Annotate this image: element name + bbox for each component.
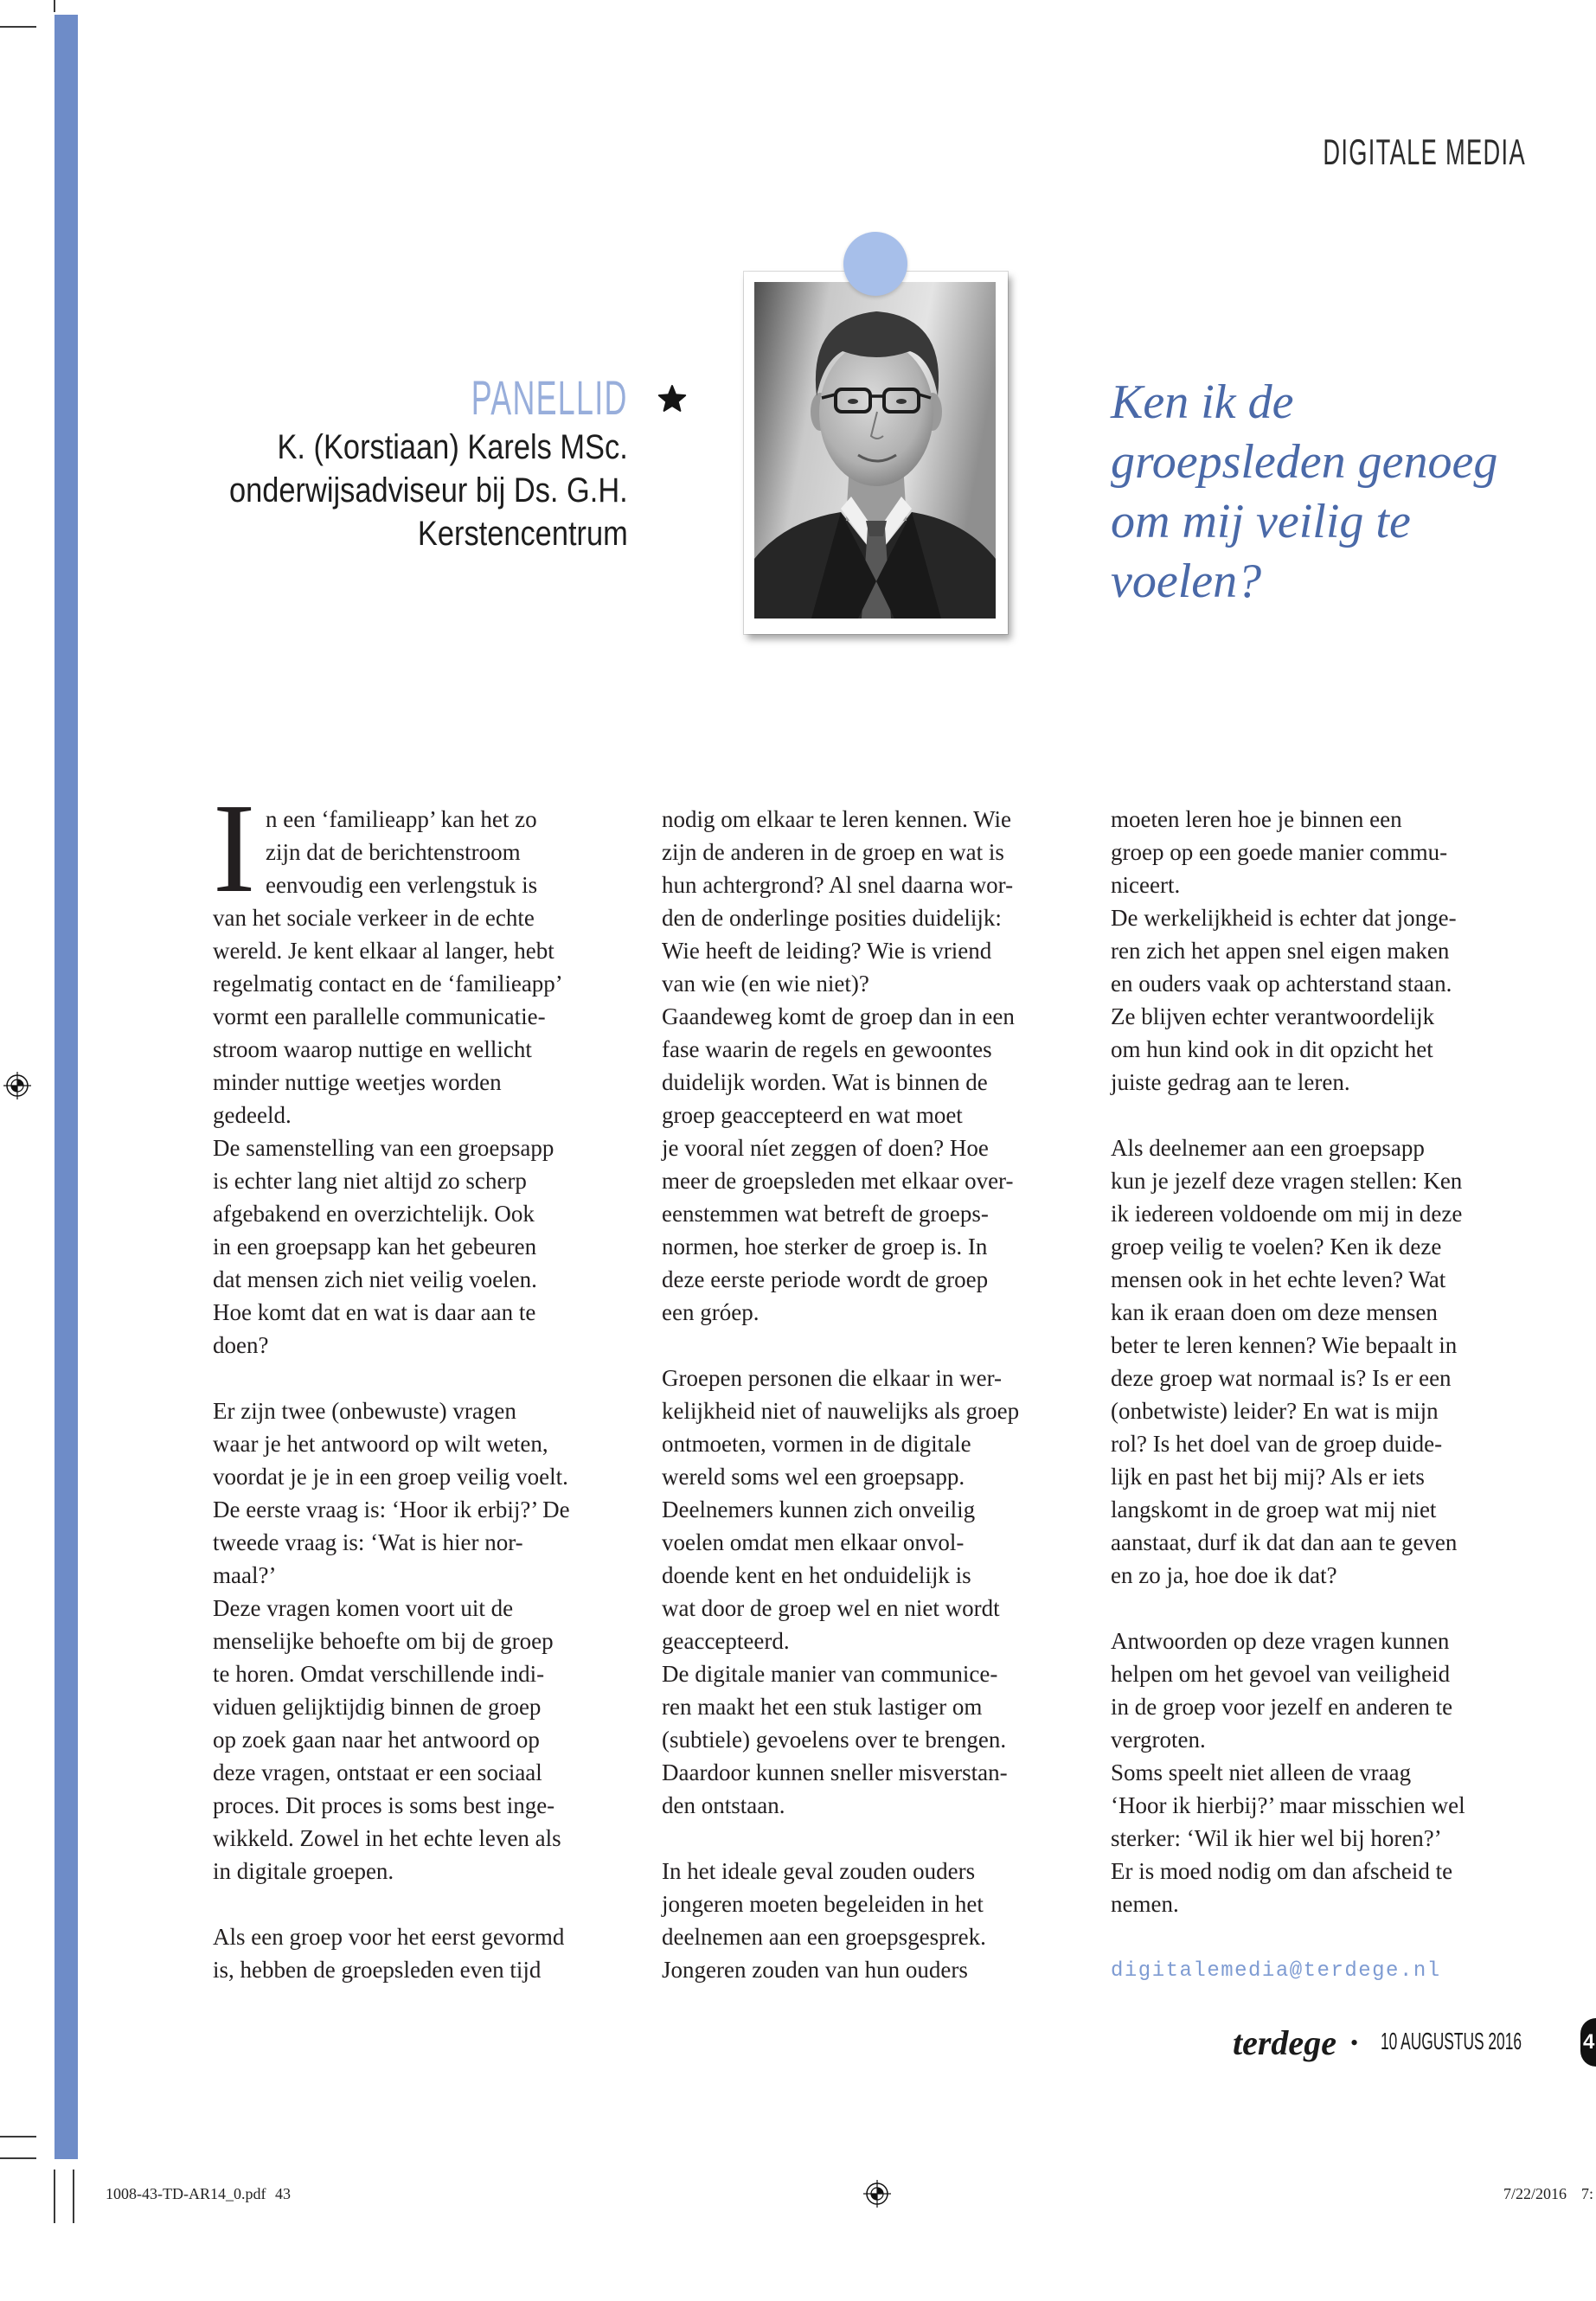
- text-line: kan ik eraan doen om deze mensen: [1111, 1299, 1438, 1325]
- text-line: afgebakend en overzichtelijk. Ook: [213, 1201, 535, 1227]
- magazine-brand: terdege: [1233, 2023, 1336, 2062]
- text-line: menselijke behoefte om bij de groep: [213, 1628, 554, 1654]
- section-label: DIGITALE MEDIA: [1323, 131, 1526, 172]
- text-line: langskomt in de groep wat mij niet: [1111, 1497, 1437, 1522]
- text-line: Wie heeft de leiding? Wie is vriend: [662, 938, 992, 964]
- text-line: lijk en past het bij mij? Als er iets: [1111, 1464, 1425, 1490]
- text-line: wikkeld. Zowel in het echte leven als: [213, 1825, 561, 1851]
- text-line: groep op een goede manier commu-: [1111, 839, 1448, 865]
- text-line: beter te leren kennen? Wie bepaalt in: [1111, 1332, 1458, 1358]
- paragraph-block: [662, 1362, 1077, 1822]
- text-line: Groepen personen die elkaar in wer-: [662, 1365, 1003, 1391]
- text-line: hun achtergrond? Al snel daarna wor-: [662, 872, 1014, 898]
- text-line: aanstaat, durf ik dat dan aan te geven: [1111, 1529, 1458, 1555]
- text-line: ren zich het appen snel eigen maken: [1111, 938, 1450, 964]
- text-line: nodig om elkaar te leren kennen. Wie: [662, 806, 1012, 832]
- text-line: in de groep voor jezelf en anderen te: [1111, 1694, 1453, 1720]
- text-line: een gróep.: [662, 1299, 760, 1325]
- question-line: voelen?: [1111, 554, 1262, 608]
- paragraph-block: [213, 1920, 628, 1986]
- text-line: Als een groep voor het eerst gevormd: [213, 1924, 565, 1950]
- text-line: voelen omdat men elkaar onvol-: [662, 1529, 965, 1555]
- text-line: stroom waarop nuttige en wellicht: [213, 1036, 532, 1062]
- paragraph-block: [213, 803, 628, 1362]
- crop-mark-bottom-vertical: [54, 2170, 55, 2223]
- question-line: Ken ik de: [1111, 375, 1294, 429]
- text-line: De werkelijkheid is echter dat jonge-: [1111, 905, 1457, 931]
- text-line: kelijkheid niet of nauwelijks als groep: [662, 1398, 1020, 1424]
- slug-time: 7:: [1581, 2185, 1594, 2202]
- crop-mark-bottom-horizontal: [0, 2157, 36, 2159]
- text-line: proces. Dit proces is soms best inge-: [213, 1792, 555, 1818]
- text-line: Jongeren zouden van hun ouders: [662, 1957, 968, 1983]
- text-line: Deze vragen komen voort uit de: [213, 1595, 514, 1621]
- text-line: kun je jezelf deze vragen stellen: Ken: [1111, 1168, 1463, 1194]
- text-line: Er zijn twee (onbewuste) vragen: [213, 1398, 516, 1424]
- slug-file: [106, 2184, 291, 2203]
- panel-member-role: Kerstencentrum: [418, 515, 628, 553]
- crop-mark-top-vertical: [54, 0, 55, 12]
- text-line: den de onderlinge posities duidelijk:: [662, 905, 1002, 931]
- text-line: De samenstelling van een groepsapp: [213, 1135, 554, 1161]
- paragraph-block: [1111, 1131, 1526, 1592]
- text-line: Antwoorden op deze vragen kunnen: [1111, 1628, 1450, 1654]
- text-line: Ze blijven echter verantwoordelijk: [1111, 1003, 1435, 1029]
- drop-cap: I: [213, 778, 256, 920]
- text-line: De eerste vraag is: ‘Hoor ik erbij?’ De: [213, 1497, 570, 1522]
- text-line: (onbetwiste) leider? En wat is mijn: [1111, 1398, 1439, 1424]
- text-line: in digitale groepen.: [213, 1858, 394, 1884]
- text-line: viduen gelijktijdig binnen de groep: [213, 1694, 542, 1720]
- text-line: jongeren moeten begeleiden in het: [662, 1891, 984, 1917]
- text-line: zijn dat de berichtenstroom: [266, 839, 521, 865]
- text-line: juiste gedrag aan te leren.: [1111, 1069, 1350, 1095]
- text-line: eenstemmen wat betreft de groeps-: [662, 1201, 989, 1227]
- text-line: De digitale manier van communice-: [662, 1661, 998, 1687]
- contact-email: digitalemedia@terdege.nl: [1111, 1959, 1441, 1983]
- text-line: deze eerste periode wordt de groep: [662, 1266, 989, 1292]
- text-line: Gaandeweg komt de groep dan in een: [662, 1003, 1015, 1029]
- author-photo: [754, 282, 996, 619]
- panel-member-name: K. (Korstiaan) Karels MSc.: [277, 428, 628, 466]
- page-number: 4: [1580, 2018, 1596, 2067]
- text-line: van het sociale verkeer in de echte: [213, 905, 535, 931]
- text-line: minder nuttige weetjes worden: [213, 1069, 502, 1095]
- text-line: Er is moed nodig om dan afscheid te: [1111, 1858, 1453, 1884]
- slug-filename: 1008-43-TD-AR14_0.pdf: [106, 2185, 266, 2202]
- text-line: van wie (en wie niet)?: [662, 971, 869, 997]
- question-line: om mij veilig te: [1111, 495, 1411, 548]
- panel-member-info: [229, 426, 628, 555]
- text-line: maal?’: [213, 1562, 277, 1588]
- text-line: vergroten.: [1111, 1727, 1206, 1753]
- text-line: wat door de groep wel en niet wordt: [662, 1595, 1000, 1621]
- article-column-2: [662, 803, 1077, 1986]
- pin-icon: [843, 232, 907, 296]
- photo-frame: [744, 272, 1008, 634]
- text-line: rol? Is het doel van de groep duide-: [1111, 1431, 1443, 1457]
- panel-label: PANELLID: [471, 370, 628, 425]
- text-line: regelmatig contact en de ‘familieapp’: [213, 971, 563, 997]
- text-line: voordat je je in een groep veilig voelt.: [213, 1464, 568, 1490]
- text-line: vormt een parallelle communicatie-: [213, 1003, 546, 1029]
- text-line: geaccepteerd.: [662, 1628, 790, 1654]
- text-line: ren maakt het een stuk lastiger om: [662, 1694, 983, 1720]
- photo-eye: [848, 399, 858, 404]
- text-line: gedeeld.: [213, 1102, 292, 1128]
- text-line: in een groepsapp kan het gebeuren: [213, 1234, 537, 1259]
- text-line: eenvoudig een verlengstuk is: [266, 872, 538, 898]
- paragraph-block: [1111, 803, 1526, 1099]
- article-column-3: [1111, 803, 1526, 1920]
- text-line: wereld. Je kent elkaar al langer, hebt: [213, 938, 554, 964]
- crop-mark-top-horizontal: [0, 26, 36, 28]
- text-line: In het ideale geval zouden ouders: [662, 1858, 976, 1884]
- text-line: niceert.: [1111, 872, 1181, 898]
- text-line: groep veilig te voelen? Ken ik deze: [1111, 1234, 1442, 1259]
- star-icon: [657, 384, 688, 415]
- paragraph-block: [662, 803, 1077, 1329]
- text-line: Soms speelt niet alleen de vraag: [1111, 1759, 1412, 1785]
- text-line: Hoe komt dat en wat is daar aan te: [213, 1299, 536, 1325]
- text-line: ik iedereen voldoende om mij in deze: [1111, 1201, 1463, 1227]
- text-line: om hun kind ook in dit opzicht het: [1111, 1036, 1433, 1062]
- accent-bar: [54, 15, 78, 2159]
- article-column-1: [213, 778, 628, 1986]
- slug-date: 7/22/2016: [1503, 2185, 1567, 2202]
- text-line: deelnemen aan een groepsgesprek.: [662, 1924, 986, 1950]
- text-line: n een ‘familieapp’ kan het zo: [266, 806, 537, 832]
- registration-mark-icon: [863, 2180, 891, 2208]
- text-line: Deelnemers kunnen zich onveilig: [662, 1497, 976, 1522]
- slug-page: 43: [274, 2185, 291, 2202]
- text-line: en ouders vaak op achterstand staan.: [1111, 971, 1452, 997]
- text-line: duidelijk worden. Wat is binnen de: [662, 1069, 988, 1095]
- text-line: nemen.: [1111, 1891, 1179, 1917]
- paragraph-block: [213, 1394, 628, 1888]
- text-line: is echter lang niet altijd zo scherp: [213, 1168, 527, 1194]
- text-line: groep geaccepteerd en wat moet: [662, 1102, 963, 1128]
- text-line: meer de groepsleden met elkaar over-: [662, 1168, 1014, 1194]
- text-line: en zo ja, hoe doe ik dat?: [1111, 1562, 1337, 1588]
- question-headline: [1111, 373, 1497, 612]
- text-line: mensen ook in het echte leven? Wat: [1111, 1266, 1446, 1292]
- text-line: ‘Hoor ik hierbij?’ maar misschien wel: [1111, 1792, 1465, 1818]
- question-line: groepsleden genoeg: [1111, 435, 1498, 489]
- text-line: Daardoor kunnen sneller misverstan-: [662, 1759, 1008, 1785]
- text-line: helpen om het gevoel van veiligheid: [1111, 1661, 1451, 1687]
- registration-mark-icon: [3, 1072, 31, 1099]
- text-line: zijn de anderen in de groep en wat is: [662, 839, 1004, 865]
- text-line: moeten leren hoe je binnen een: [1111, 806, 1402, 832]
- text-line: (subtiele) gevoelens over te brengen.: [662, 1727, 1007, 1753]
- paragraph-block: [1111, 1625, 1526, 1920]
- text-line: doende kent en het onduidelijk is: [662, 1562, 971, 1588]
- crop-mark-bottom-vertical: [73, 2170, 74, 2223]
- text-line: dat mensen zich niet veilig voelen.: [213, 1266, 537, 1292]
- panel-member-role: onderwijsadviseur bij Ds. G.H.: [229, 471, 628, 510]
- text-line: Als deelnemer aan een groepsapp: [1111, 1135, 1425, 1161]
- text-line: deze groep wat normaal is? Is er een: [1111, 1365, 1452, 1391]
- text-line: sterker: ‘Wil ik hier wel bij horen?’: [1111, 1825, 1442, 1851]
- text-line: den ontstaan.: [662, 1792, 785, 1818]
- text-line: waar je het antwoord op wilt weten,: [213, 1431, 548, 1457]
- issue-date: 10 AUGUSTUS 2016: [1380, 2028, 1522, 2054]
- text-line: ontmoeten, vormen in de digitale: [662, 1431, 971, 1457]
- text-line: is, hebben de groepsleden even tijd: [213, 1957, 542, 1983]
- text-line: normen, hoe sterker de groep is. In: [662, 1234, 988, 1259]
- text-line: tweede vraag is: ‘Wat is hier nor-: [213, 1529, 523, 1555]
- photo-tie-knot: [866, 521, 887, 536]
- crop-mark-bottom-horizontal: [0, 2136, 36, 2138]
- text-line: je vooral níet zeggen of doen? Hoe: [662, 1135, 989, 1161]
- text-line: te horen. Omdat verschillende indi-: [213, 1661, 545, 1687]
- paragraph-block: [662, 1855, 1077, 1986]
- text-line: deze vragen, ontstaat er een sociaal: [213, 1759, 542, 1785]
- footer-separator: •: [1350, 2030, 1359, 2055]
- text-line: doen?: [213, 1332, 269, 1358]
- text-line: fase waarin de regels en gewoontes: [662, 1036, 992, 1062]
- text-line: op zoek gaan naar het antwoord op: [213, 1727, 540, 1753]
- photo-eye: [896, 399, 907, 404]
- text-line: wereld soms wel een groepsapp.: [662, 1464, 965, 1490]
